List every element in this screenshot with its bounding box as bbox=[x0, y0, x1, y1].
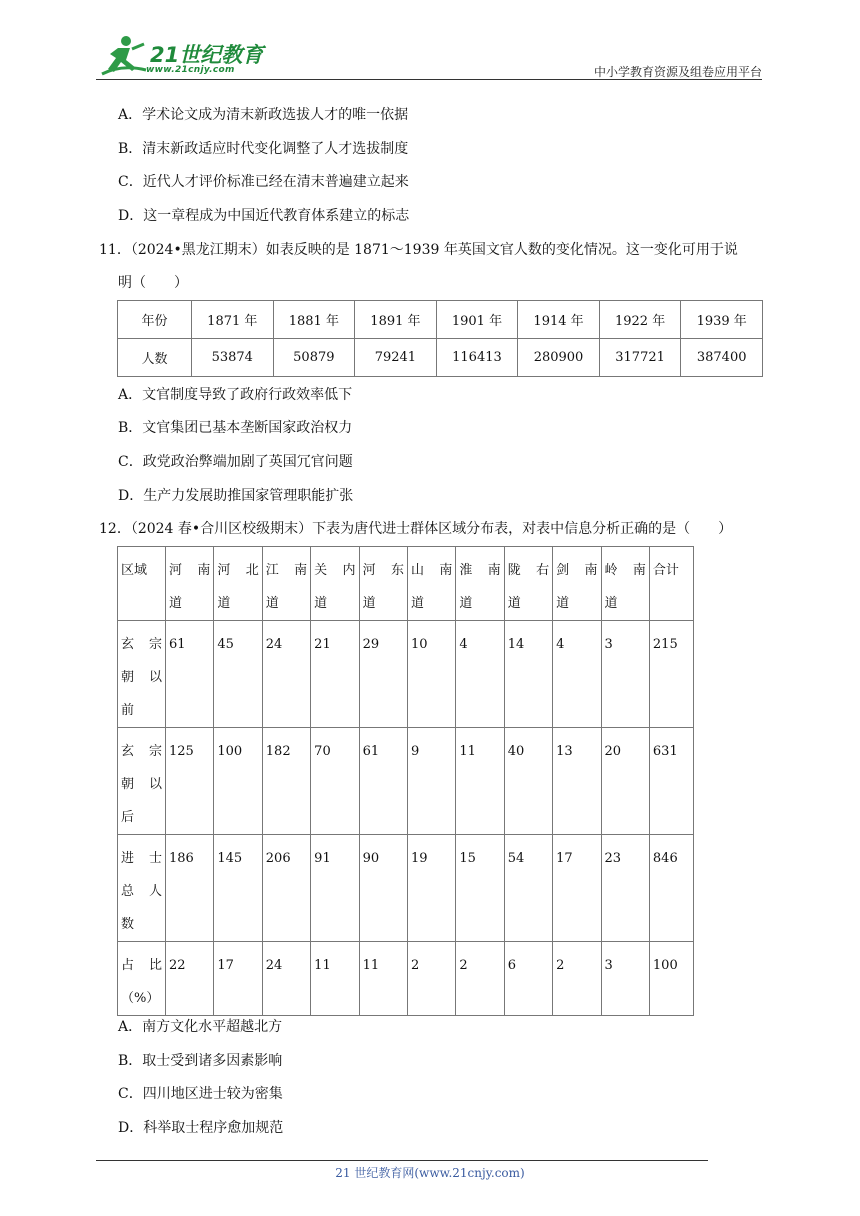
cell-line bbox=[411, 554, 455, 587]
cell-line bbox=[121, 628, 165, 661]
cell-text: 南 bbox=[487, 563, 501, 578]
table-header-cell bbox=[262, 547, 310, 621]
cell-text: 南 bbox=[294, 563, 308, 578]
table-cell: 206 bbox=[262, 835, 310, 942]
table-header-cell bbox=[166, 547, 214, 621]
cell-text: 以 bbox=[148, 670, 162, 685]
table-cell: 29 bbox=[359, 621, 407, 728]
cell-text: 玄 bbox=[121, 637, 135, 652]
table-cell: 1881 年 bbox=[273, 301, 355, 339]
row-label-cell bbox=[118, 728, 166, 835]
table-cell: 631 bbox=[649, 728, 693, 835]
platform-label: 中小学教育资源及组卷应用平台 bbox=[593, 65, 762, 79]
table-cell: 387400 bbox=[681, 339, 763, 377]
table-row bbox=[118, 621, 694, 728]
page-header bbox=[96, 34, 762, 80]
cell-text: 道 bbox=[265, 596, 279, 611]
cell-text: 区域 bbox=[121, 563, 148, 578]
table-row bbox=[118, 728, 694, 835]
header-divider bbox=[96, 79, 762, 80]
table-cell: 182 bbox=[262, 728, 310, 835]
cell-text: 士 bbox=[148, 851, 162, 866]
cell-text: 剑 bbox=[556, 563, 570, 578]
cell-text: 南 bbox=[197, 563, 211, 578]
row-label-cell bbox=[118, 835, 166, 942]
table-cell: 2 bbox=[456, 942, 504, 1016]
cell-text: 宗 bbox=[148, 637, 162, 652]
table-cell: 3 bbox=[601, 942, 649, 1016]
cell-text: 南 bbox=[632, 563, 646, 578]
cell-text: 岭 bbox=[604, 563, 618, 578]
table-cell: 53874 bbox=[192, 339, 274, 377]
table-cell: 24 bbox=[262, 621, 310, 728]
table-cell: 11 bbox=[359, 942, 407, 1016]
table-cell: 125 bbox=[166, 728, 214, 835]
table-cell: 100 bbox=[214, 728, 262, 835]
cell-text: 宗 bbox=[148, 744, 162, 759]
cell-line bbox=[121, 735, 165, 768]
cell-line bbox=[266, 554, 310, 587]
table-cell: 61 bbox=[166, 621, 214, 728]
table-cell: 1901 年 bbox=[436, 301, 518, 339]
table-cell: 2 bbox=[407, 942, 455, 1016]
logo-url: www.21cnjy.com bbox=[146, 65, 235, 75]
cell-text: 道 bbox=[217, 596, 231, 611]
table-cell: 79241 bbox=[355, 339, 437, 377]
table-cell: 4 bbox=[456, 621, 504, 728]
cell-text: 南 bbox=[584, 563, 598, 578]
table-cell: 年份 bbox=[118, 301, 192, 339]
cell-text: 道 bbox=[410, 596, 424, 611]
cell-line bbox=[169, 587, 213, 620]
q11-option-c[interactable]: C．政党政治弊端加剧了英国冗官问题 bbox=[118, 454, 353, 470]
table-cell: 4 bbox=[553, 621, 601, 728]
cell-line bbox=[217, 587, 261, 620]
runner-logo-icon bbox=[96, 34, 150, 78]
cell-line bbox=[556, 554, 600, 587]
table-cell: 215 bbox=[649, 621, 693, 728]
cell-text: 朝 bbox=[121, 777, 135, 792]
cell-text: 江 bbox=[265, 563, 279, 578]
cell-text: 玄 bbox=[121, 744, 135, 759]
q12-option-d[interactable]: D．科举取士程序愈加规范 bbox=[118, 1120, 284, 1136]
table-cell: 40 bbox=[504, 728, 552, 835]
table-row bbox=[118, 835, 694, 942]
q11-option-b[interactable]: B．文官集团已基本垄断国家政治权力 bbox=[118, 420, 353, 436]
cell-text: 南 bbox=[439, 563, 453, 578]
table-cell: 23 bbox=[601, 835, 649, 942]
cell-text: 人 bbox=[148, 884, 162, 899]
table-cell: 20 bbox=[601, 728, 649, 835]
cell-text: 道 bbox=[169, 596, 183, 611]
table-cell: 3 bbox=[601, 621, 649, 728]
cell-line bbox=[508, 554, 552, 587]
cell-text: 北 bbox=[245, 563, 259, 578]
footer-link[interactable]: 21 世纪教育网(www.21cnjy.com) bbox=[335, 1166, 525, 1180]
cell-line bbox=[121, 768, 165, 801]
table-cell: 11 bbox=[311, 942, 359, 1016]
q12-option-c[interactable]: C．四川地区进士较为密集 bbox=[118, 1086, 283, 1102]
table-cell: 100 bbox=[649, 942, 693, 1016]
cell-text: 陇 bbox=[507, 563, 521, 578]
table-cell: 280900 bbox=[518, 339, 600, 377]
table-cell: 1922 年 bbox=[599, 301, 681, 339]
table-cell: 91 bbox=[311, 835, 359, 942]
cell-text: 河 bbox=[169, 563, 183, 578]
q11-stem-line1: 11．（2024•黑龙江期末）如表反映的是 1871～1939 年英国文官人数的变化情况。这一变化可用于说 bbox=[99, 242, 738, 258]
table-cell: 9 bbox=[407, 728, 455, 835]
cell-text: 内 bbox=[342, 563, 356, 578]
cell-text: 朝 bbox=[121, 670, 135, 685]
cell-text: 山 bbox=[410, 563, 424, 578]
cell-text: 道 bbox=[556, 596, 570, 611]
table-cell: 2 bbox=[553, 942, 601, 1016]
table-cell: 11 bbox=[456, 728, 504, 835]
table-cell: 15 bbox=[456, 835, 504, 942]
q12-option-a[interactable]: A．南方文化水平超越北方 bbox=[118, 1019, 283, 1035]
q12-stem: 12．（2024 春•合川区校级期末）下表为唐代进士群体区域分布表，对表中信息分析正确的是（ ） bbox=[99, 521, 733, 537]
cell-line bbox=[556, 587, 600, 620]
cell-line bbox=[363, 587, 407, 620]
table-header-row bbox=[118, 547, 694, 621]
cell-line bbox=[121, 842, 165, 875]
cell-text: 比 bbox=[148, 958, 162, 973]
cell-text: 关 bbox=[314, 563, 328, 578]
table-cell: 24 bbox=[262, 942, 310, 1016]
row-label-cell bbox=[118, 621, 166, 728]
cell-line bbox=[508, 587, 552, 620]
cell-text: 道 bbox=[314, 596, 328, 611]
cell-line bbox=[363, 554, 407, 587]
table-cell: 317721 bbox=[599, 339, 681, 377]
table-header-cell bbox=[649, 547, 693, 621]
table-header-cell bbox=[601, 547, 649, 621]
table-row bbox=[118, 301, 763, 339]
cell-line bbox=[121, 908, 165, 941]
cell-text: 东 bbox=[390, 563, 404, 578]
footer-divider bbox=[96, 1160, 708, 1161]
table-cell: 90 bbox=[359, 835, 407, 942]
q10-option-c[interactable]: C．近代人才评价标准已经在清末普遍建立起来 bbox=[118, 174, 409, 190]
cell-text: 进 bbox=[121, 851, 135, 866]
q10-option-b[interactable]: B．清末新政适应时代变化调整了人才选拔制度 bbox=[118, 141, 409, 157]
cell-line bbox=[121, 694, 165, 727]
table-cell: 21 bbox=[311, 621, 359, 728]
cell-line bbox=[121, 801, 165, 834]
cell-line bbox=[121, 875, 165, 908]
cell-text: 总 bbox=[121, 884, 135, 899]
q12-option-b[interactable]: B．取士受到诸多因素影响 bbox=[118, 1053, 283, 1069]
cell-line bbox=[411, 587, 455, 620]
cell-text: 河 bbox=[217, 563, 231, 578]
table-cell: 186 bbox=[166, 835, 214, 942]
table-header-cell bbox=[311, 547, 359, 621]
row-label-cell bbox=[118, 942, 166, 1016]
cell-line bbox=[314, 554, 358, 587]
table-header-cell bbox=[407, 547, 455, 621]
table-cell: 10 bbox=[407, 621, 455, 728]
table-cell: 22 bbox=[166, 942, 214, 1016]
table-cell: 13 bbox=[553, 728, 601, 835]
cell-line bbox=[217, 554, 261, 587]
cell-text: 占 bbox=[121, 958, 135, 973]
table-cell: 116413 bbox=[436, 339, 518, 377]
table-cell: 1871 年 bbox=[192, 301, 274, 339]
cell-text: 前 bbox=[121, 703, 135, 718]
cell-line bbox=[121, 982, 165, 1015]
cell-text: 道 bbox=[459, 596, 473, 611]
table-cell: 1914 年 bbox=[518, 301, 600, 339]
table-cell: 6 bbox=[504, 942, 552, 1016]
table-cell: 17 bbox=[214, 942, 262, 1016]
table-header-cell bbox=[553, 547, 601, 621]
cell-line bbox=[314, 587, 358, 620]
cell-line bbox=[266, 587, 310, 620]
cell-text: 合计 bbox=[652, 563, 679, 578]
table-cell: 45 bbox=[214, 621, 262, 728]
table-cell: 54 bbox=[504, 835, 552, 942]
table-cell: 61 bbox=[359, 728, 407, 835]
table-header-cell bbox=[456, 547, 504, 621]
cell-text: 河 bbox=[362, 563, 376, 578]
cell-text: 道 bbox=[507, 596, 521, 611]
cell-line bbox=[605, 587, 649, 620]
cell-text: 淮 bbox=[459, 563, 473, 578]
cell-line bbox=[169, 554, 213, 587]
cell-text: 以 bbox=[148, 777, 162, 792]
table-cell: 人数 bbox=[118, 339, 192, 377]
table-header-cell bbox=[504, 547, 552, 621]
table-cell: 50879 bbox=[273, 339, 355, 377]
site-logo[interactable] bbox=[96, 34, 266, 80]
cell-line bbox=[605, 554, 649, 587]
q11-option-d[interactable]: D．生产力发展助推国家管理职能扩张 bbox=[118, 488, 354, 504]
table-row bbox=[118, 339, 763, 377]
cell-text: （%） bbox=[121, 991, 160, 1006]
table-cell: 70 bbox=[311, 728, 359, 835]
table-cell: 1939 年 bbox=[681, 301, 763, 339]
region-header-cell bbox=[118, 547, 166, 621]
cell-line bbox=[459, 587, 503, 620]
cell-line bbox=[459, 554, 503, 587]
table-header-cell bbox=[214, 547, 262, 621]
cell-line bbox=[121, 949, 165, 982]
q11-stem-line2: 明（ ） bbox=[118, 275, 188, 291]
q10-option-a[interactable]: A．学术论文成为清末新政选拔人才的唯一依据 bbox=[118, 107, 409, 123]
q11-table bbox=[117, 300, 763, 377]
q11-option-a[interactable]: A．文官制度导致了政府行政效率低下 bbox=[118, 387, 353, 403]
table-row bbox=[118, 942, 694, 1016]
cell-text: 后 bbox=[121, 810, 135, 825]
table-cell: 145 bbox=[214, 835, 262, 942]
q10-option-d[interactable]: D．这一章程成为中国近代教育体系建立的标志 bbox=[118, 208, 410, 224]
cell-text: 道 bbox=[362, 596, 376, 611]
table-cell: 1891 年 bbox=[355, 301, 437, 339]
cell-text: 右 bbox=[536, 563, 550, 578]
cell-text: 道 bbox=[604, 596, 618, 611]
q12-table bbox=[117, 546, 694, 1016]
table-cell: 19 bbox=[407, 835, 455, 942]
table-cell: 846 bbox=[649, 835, 693, 942]
cell-text: 数 bbox=[121, 917, 135, 932]
table-cell: 17 bbox=[553, 835, 601, 942]
table-cell: 14 bbox=[504, 621, 552, 728]
logo-title: 21世纪教育 bbox=[150, 43, 264, 67]
table-header-cell bbox=[359, 547, 407, 621]
cell-line bbox=[121, 661, 165, 694]
